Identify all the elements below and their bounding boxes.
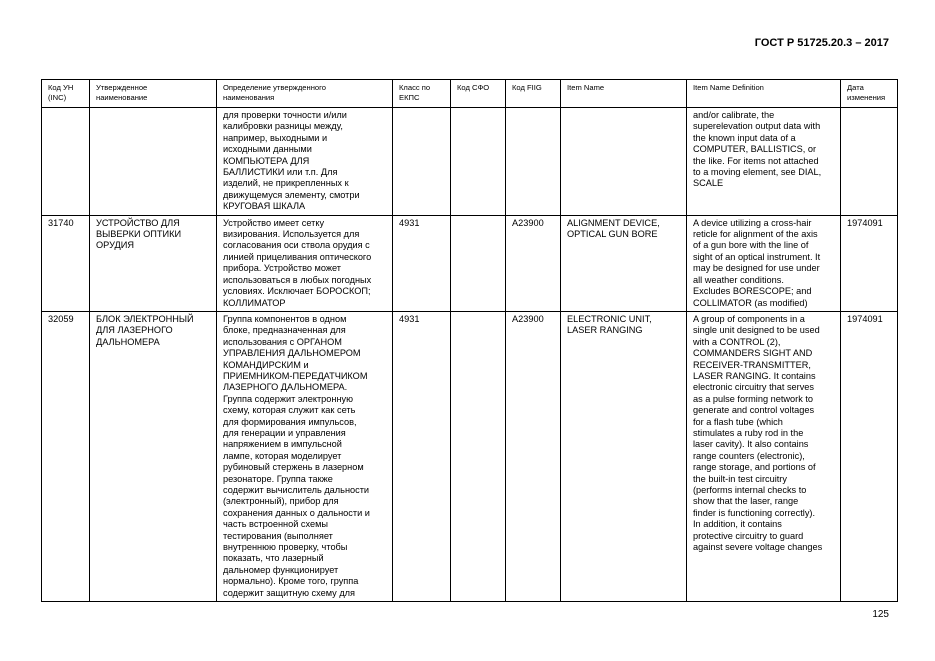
cell-approved-name: БЛОК ЭЛЕКТРОННЫЙ ДЛЯ ЛАЗЕРНОГО ДАЛЬНОМЕРА xyxy=(90,311,217,601)
cell-class: 4931 xyxy=(393,215,451,311)
header-inc: Код УН (INC) xyxy=(42,80,90,108)
cell-item-name: ELECTRONIC UNIT, LASER RANGING xyxy=(561,311,687,601)
cell-sfo xyxy=(451,311,506,601)
cell-definition-en: and/or calibrate, the superelevation output data with the known input data of a COMPUTER, BALLISTICS, or the like. For items not attached to a moving element, see DIAL, SCALE xyxy=(687,108,841,216)
header-item-name: Item Name xyxy=(561,80,687,108)
table-header-row xyxy=(42,80,898,108)
table-row xyxy=(42,311,898,601)
table-row xyxy=(42,215,898,311)
cell-fiig: A23900 xyxy=(506,311,561,601)
header-sfo: Код СФО xyxy=(451,80,506,108)
cell-approved-name: УСТРОЙСТВО ДЛЯ ВЫВЕРКИ ОПТИКИ ОРУДИЯ xyxy=(90,215,217,311)
catalog-table xyxy=(41,79,898,602)
cell-definition-ru: Группа компонентов в одном блоке, предназначенная для использования с ОРГАНОМ УПРАВЛЕНИЯ ДАЛЬНОМЕРОМ КОМАНДИРСКИМ и ПРИЕМНИКОМ-ПЕРЕДАТЧИКОМ ЛАЗЕРНОГО ДАЛЬНОМЕРА. Группа содержит электронную схему, которая служит как сеть для формирования импульсов, для генерации и управления напряжением в импульсной лампе, которая моделирует рубиновый стержень в лазерном резонаторе. Группа также содержит вычислитель дальности (электронный), прибор для сохранения данных о дальности и часть встроенной схемы тестирования (выполняет внутреннюю проверку, чтобы показать, что лазерный дальномер функционирует нормально). Кроме того, группа содержит защитную схему для xyxy=(217,311,393,601)
cell-definition-en: A device utilizing a cross-hair reticle for alignment of the axis of a gun bore with the line of sight of an optical instrument. It may be designed for use under all weather conditions. Excludes BORESCOPE; and COLLIMATOR (as modified) xyxy=(687,215,841,311)
cell-class: 4931 xyxy=(393,311,451,601)
cell-class xyxy=(393,108,451,216)
document-standard-header: ГОСТ Р 51725.20.3 – 2017 xyxy=(754,37,889,49)
cell-inc: 31740 xyxy=(42,215,90,311)
cell-item-name xyxy=(561,108,687,216)
cell-date: 1974091 xyxy=(841,215,898,311)
header-definition-en: Item Name Definition xyxy=(687,80,841,108)
cell-sfo xyxy=(451,108,506,216)
header-class: Класс по ЕКПС xyxy=(393,80,451,108)
header-approved-name: Утвержденное наименование xyxy=(90,80,217,108)
cell-inc xyxy=(42,108,90,216)
table-row xyxy=(42,108,898,216)
cell-sfo xyxy=(451,215,506,311)
cell-definition-en: A group of components in a single unit designed to be used with a CONTROL (2), COMMANDERS SIGHT AND RECEIVER-TRANSMITTER, LASER RANGING. It contains electronic circuitry that serves as a pulse forming network to generate and control voltages for a flash tube (which stimulates a ruby rod in the laser cavity). It also contains range counters (electronic), range storage, and portions of the built-in test circuitry (performs internal checks to show that the laser, range finder is functioning correctly). In addition, it contains protective circuitry to guard against severe voltage changes xyxy=(687,311,841,601)
header-date: Дата изменения xyxy=(841,80,898,108)
header-definition-ru: Определение утвержденного наименования xyxy=(217,80,393,108)
cell-fiig xyxy=(506,108,561,216)
cell-approved-name xyxy=(90,108,217,216)
cell-definition-ru: для проверки точности и/или калибровки разницы между, например, выходными и исходными данными КОМПЬЮТЕРА ДЛЯ БАЛЛИСТИКИ или т.п. Для изделий, не прикрепленных к движущемуся элементу, смотри КРУГОВАЯ ШКАЛА xyxy=(217,108,393,216)
cell-item-name: ALIGNMENT DEVICE, OPTICAL GUN BORE xyxy=(561,215,687,311)
cell-date: 1974091 xyxy=(841,311,898,601)
cell-fiig: A23900 xyxy=(506,215,561,311)
header-fiig: Код FIIG xyxy=(506,80,561,108)
cell-definition-ru: Устройство имеет сетку визирования. Используется для согласования оси ствола орудия с линией прицеливания оптического прибора. Устройство может использоваться в любых погодных условиях. Исключает БОРОСКОП; КОЛЛИМАТОР xyxy=(217,215,393,311)
cell-date xyxy=(841,108,898,216)
page-number: 125 xyxy=(872,609,889,620)
cell-inc: 32059 xyxy=(42,311,90,601)
